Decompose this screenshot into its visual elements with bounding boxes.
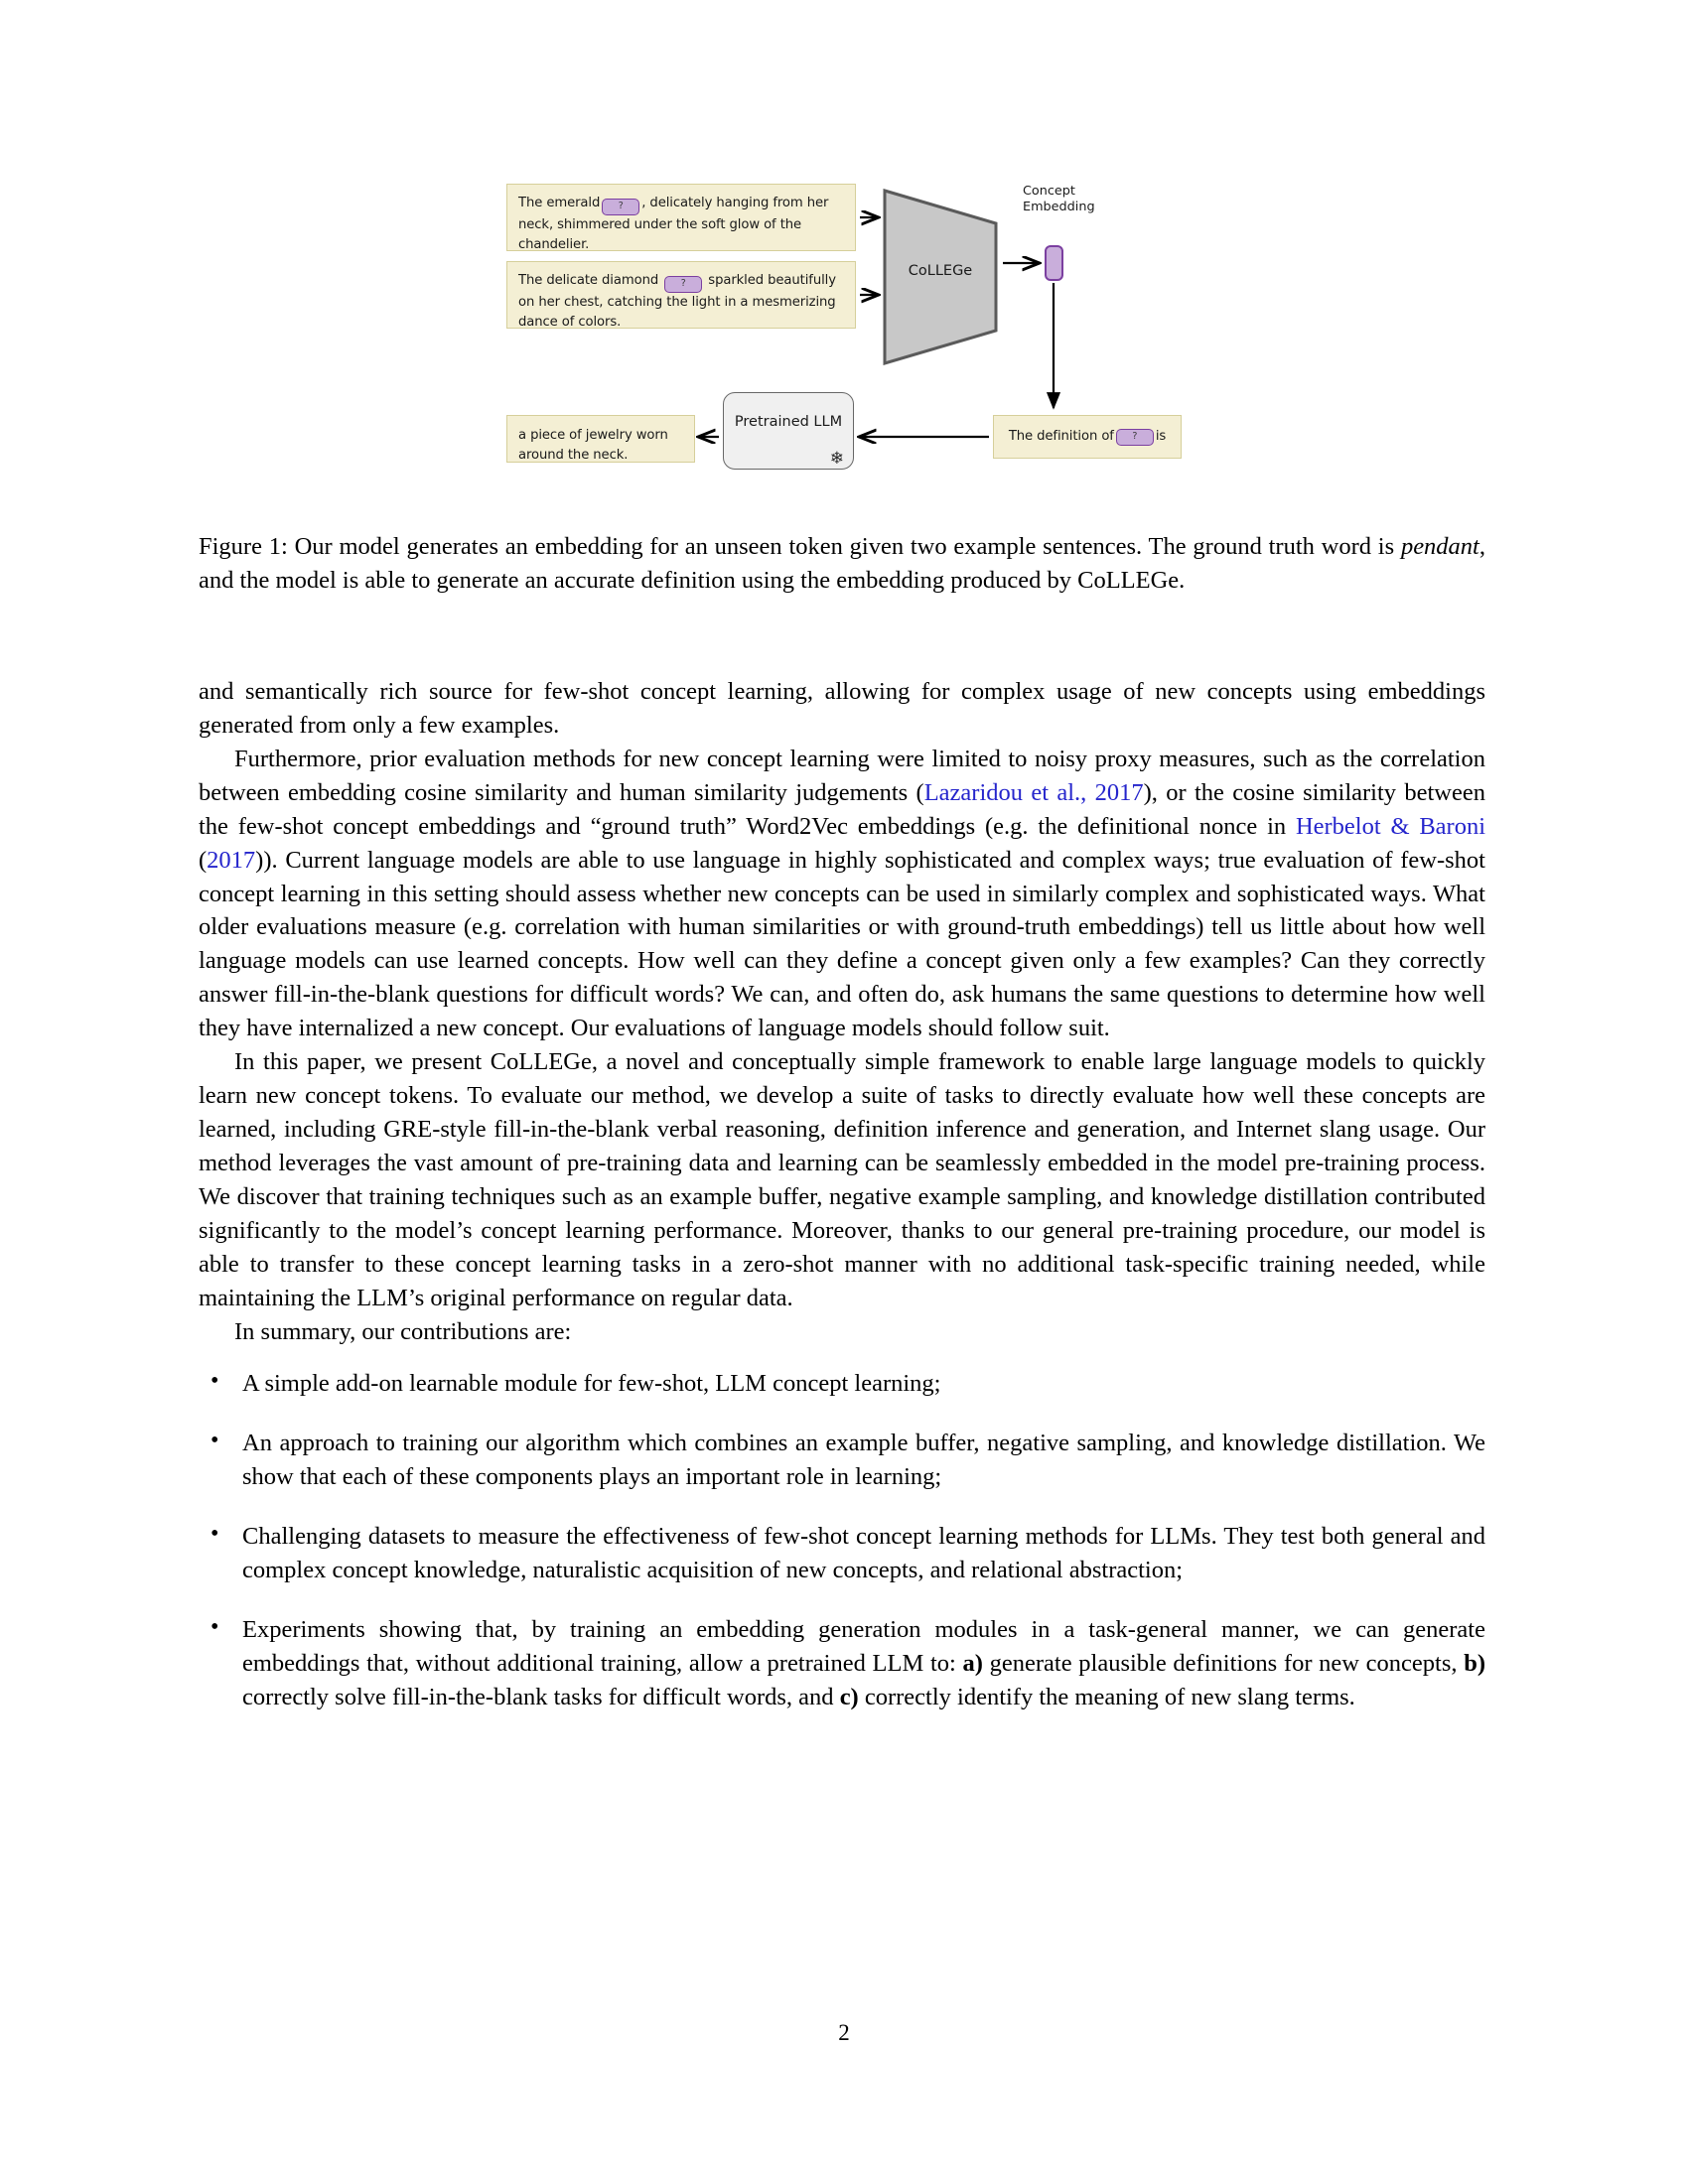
pretrained-llm-label: Pretrained LLM [734, 414, 843, 430]
bullet-4-text-c: correctly solve fill-in-the-blank tasks for difficult words, and [242, 1683, 840, 1710]
page-number: 2 [838, 2020, 850, 2045]
concept-embedding-chip [1045, 245, 1063, 281]
bullet-4-bold-c: c) [839, 1683, 859, 1710]
pretrained-llm-box [723, 392, 854, 470]
bullet-4-bold-a: a) [962, 1649, 983, 1677]
citation-lazaridou[interactable]: Lazaridou et al., 2017 [923, 778, 1144, 806]
example-sentence-box-1 [506, 184, 856, 251]
citation-herbelot-baroni-year[interactable]: 2017 [207, 846, 256, 874]
figure-1-diagram [506, 184, 1182, 491]
paragraph-2-b: ), or the cosine similarity between the few-shot concept embeddings and “ground truth” Word2Vec embeddings (e.g. the definitional nonce in [199, 778, 1485, 840]
unknown-token-chip: ? [602, 199, 639, 215]
sentence-1-before: The emerald [518, 196, 601, 210]
body-text-column [199, 675, 1485, 1740]
concept-embedding-label-line1: Concept [1023, 184, 1075, 199]
unknown-token-chip: ? [1116, 429, 1154, 446]
sentence-1-after: , delicately hanging from her neck, shimmered under the soft glow of the chandelier. [518, 196, 829, 253]
unknown-token-chip: ? [664, 276, 702, 293]
list-item [199, 1613, 1485, 1714]
bullet-4-text-d: correctly identify the meaning of new slang terms. [858, 1683, 1355, 1710]
citation-herbelot-baroni[interactable]: Herbelot & Baroni [1295, 812, 1486, 840]
paragraph-2-d: )). Current language models are able to use language in highly sophisticated and complex ways; true evaluation of few-shot concept learning in this setting should assess whether new concepts can be used in similarly complex and sophisticated ways. What older evaluations measure (e.g. correlation with human similarities or with ground-truth embeddings) tell us little about how well language models can use learned concepts. How well can they define a concept given only a few examples? Can they correctly answer fill-in-the-blank questions for difficult words? We can, and often do, ask humans the same questions to determine how well they have internalized a new concept. Our evaluations of language models should follow suit. [199, 846, 1485, 1042]
example-sentence-box-2 [506, 261, 856, 329]
concept-embedding-label-line2: Embedding [1023, 200, 1095, 215]
paragraph-4: In summary, our contributions are: [234, 1317, 572, 1345]
figure-caption-italic-word: pendant [1400, 533, 1479, 560]
definition-prompt-box [993, 415, 1182, 459]
list-item: • An approach to training our algorithm which combines an example buffer, negative sampling, and knowledge distillation. We show that each of these components plays an important role in learning; [199, 1427, 1485, 1494]
prompt-before: The definition of [1008, 428, 1114, 444]
bullet-4-bold-b: b) [1464, 1649, 1485, 1677]
paragraph-2 [199, 743, 1485, 1045]
paragraph-1: and semantically rich source for few-shot concept learning, allowing for complex usage of new concepts using embeddings generated from only a few examples. [199, 678, 1485, 739]
contributions-list [199, 1367, 1485, 1713]
paragraph-2-a: Furthermore, prior evaluation methods for new concept learning were limited to noisy proxy measures, such as the correlation between embedding cosine similarity and human similarity judgements ( [199, 745, 1485, 806]
figure-caption-part2: , and the model is able to generate an accurate definition using the embedding produced by CoLLEGe. [199, 533, 1485, 594]
college-encoder-label: CoLLEGe [908, 263, 973, 279]
list-item: • A simple add-on learnable module for few-shot, LLM concept learning; [199, 1367, 1485, 1401]
figure-caption [199, 530, 1485, 597]
sentence-2-before: The delicate diamond [518, 273, 659, 288]
list-item: • Challenging datasets to measure the effectiveness of few-shot concept learning methods for LLMs. They test both general and complex concept knowledge, naturalistic acquisition of new concepts, and relational abstraction; [199, 1520, 1485, 1587]
figure-caption-label: Figure 1: [199, 533, 288, 560]
generated-definition-box: a piece of jewelry worn around the neck. [506, 415, 695, 463]
paragraph-2-c: ( [199, 846, 208, 874]
bullet-4-text-a: Experiments showing that, by training an embedding generation modules in a task-general manner, we can generate embeddings that, without additional training, allow a pretrained LLM to: [242, 1616, 1485, 1677]
paragraph-3: In this paper, we present CoLLEGe, a novel and conceptually simple framework to enable large language models to quickly learn new concept tokens. To evaluate our method, we develop a suite of tasks to directly evaluate how well these concepts are learned, including GRE-style fill-in-the-blank verbal reasoning, definition inference and generation, and Internet slang usage. Our method leverages the vast amount of pre-training data and learning can be seamlessly embedded in the model pre-training process. We discover that training techniques such as an example buffer, negative example sampling, and knowledge distillation contributed significantly to the model’s concept learning performance. Moreover, thanks to our general pre-training procedure, our model is able to transfer to these concept learning tasks in a zero-shot manner with no additional task-specific training needed, while maintaining the LLM’s original performance on regular data. [199, 1048, 1485, 1311]
sentence-2-after: sparkled beautifully on her chest, catching the light in a mesmerizing dance of colors. [518, 273, 836, 331]
concept-embedding-label [1023, 184, 1152, 216]
snowflake-icon: ❄ [829, 449, 844, 468]
prompt-after: is [1155, 428, 1167, 444]
figure-caption-part1: Our model generates an embedding for an unseen token given two example sentences. The ground truth word is [287, 533, 1401, 560]
bullet-4-text-b: generate plausible definitions for new concepts, [982, 1649, 1465, 1677]
